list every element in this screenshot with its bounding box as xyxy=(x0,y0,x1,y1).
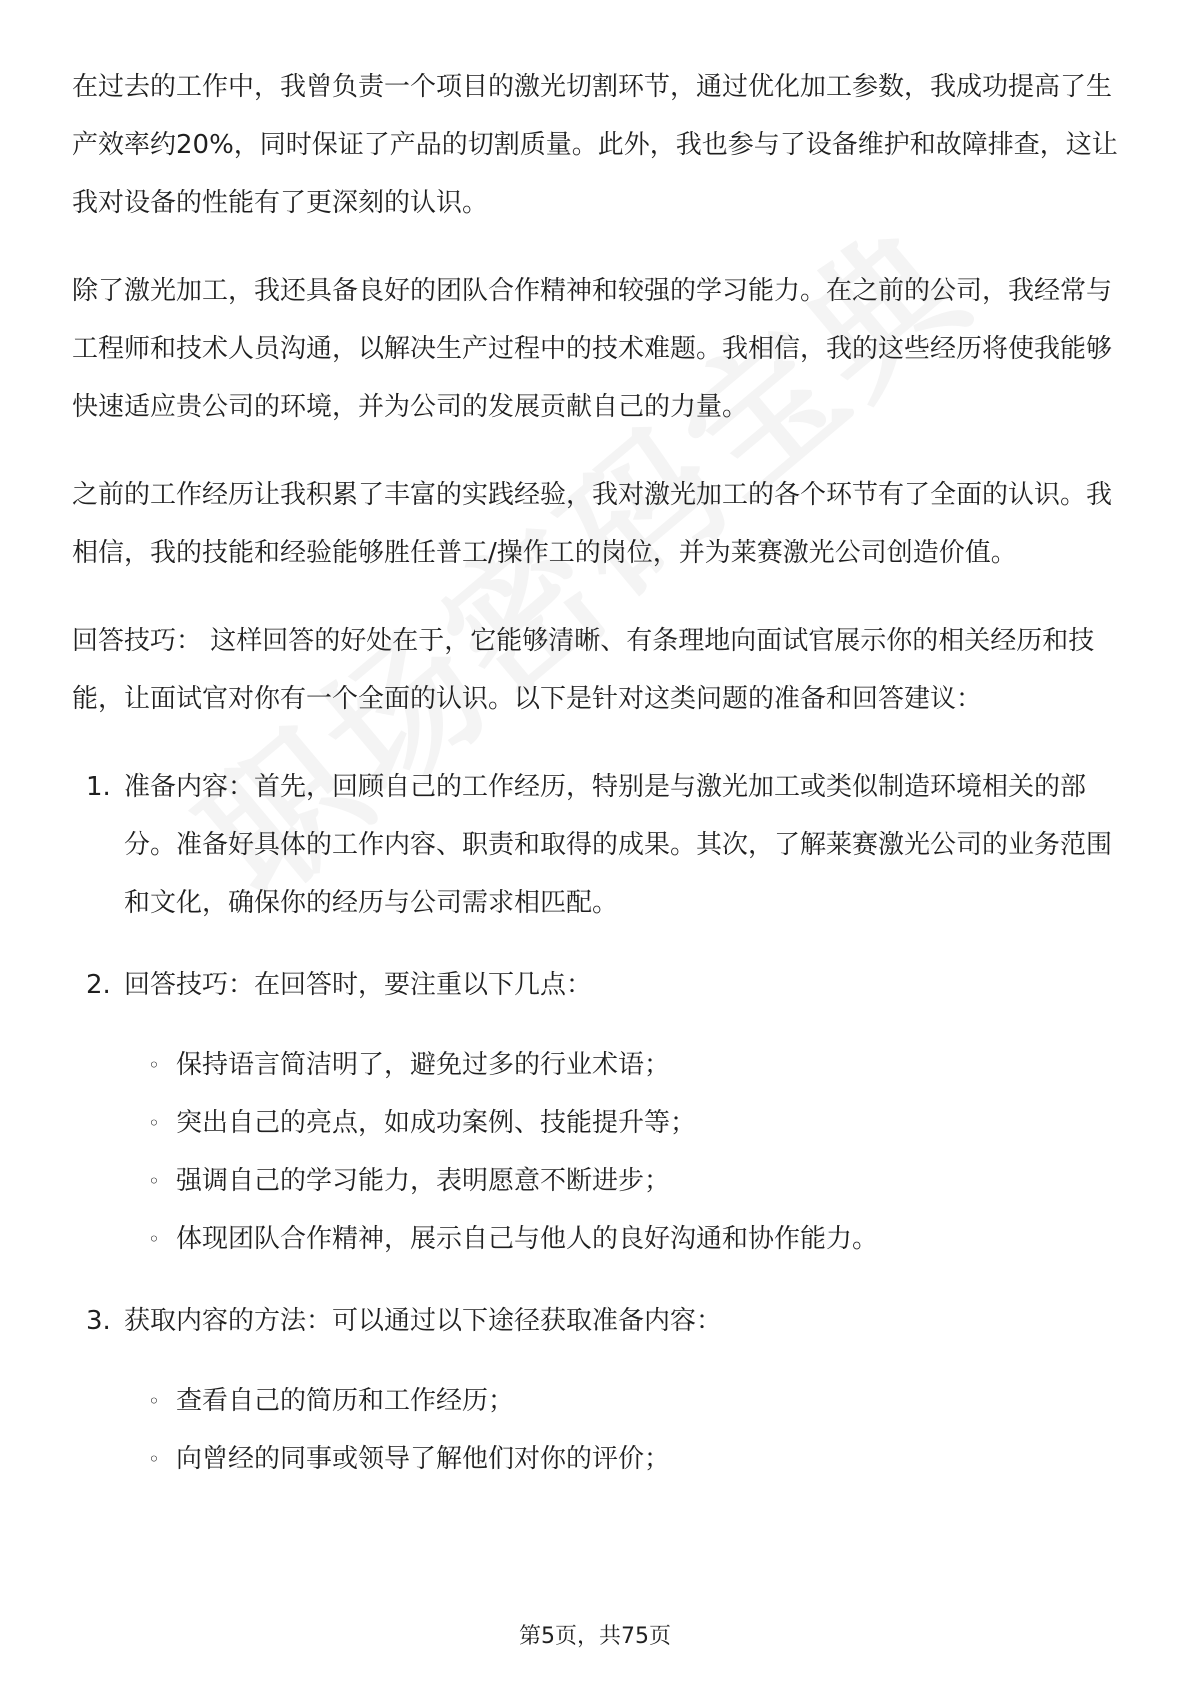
list-item xyxy=(72,758,1122,932)
bullet-icon: ◦ xyxy=(148,1053,160,1077)
list-number: 1. xyxy=(86,772,111,802)
bullet-icon: ◦ xyxy=(148,1227,160,1251)
sub-list-item-text: 体现团队合作精神，展示自己与他人的良好沟通和协作能力。 xyxy=(176,1224,879,1254)
sub-list xyxy=(124,1036,1122,1268)
sub-list-item-text: 保持语言简洁明了，避免过多的行业术语； xyxy=(176,1050,671,1080)
sub-list xyxy=(124,1372,1122,1488)
bullet-icon: ◦ xyxy=(148,1447,160,1471)
document-body xyxy=(72,58,1122,1512)
sub-list-item xyxy=(124,1152,1122,1210)
list-number: 3. xyxy=(86,1306,111,1336)
paragraph: 除了激光加工，我还具备良好的团队合作精神和较强的学习能力。在之前的公司，我经常与工程师和技术人员沟通，以解决生产过程中的技术难题。我相信，我的这些经历将使我能够快速适应贵公司的环境，并为公司的发展贡献自己的力量。 xyxy=(72,276,1113,422)
list-item xyxy=(72,1292,1122,1488)
paragraph: 回答技巧： 这样回答的好处在于，它能够清晰、有条理地向面试官展示你的相关经历和技能，让面试官对你有一个全面的认识。以下是针对这类问题的准备和回答建议： xyxy=(72,626,1095,714)
paragraph: 之前的工作经历让我积累了丰富的实践经验，我对激光加工的各个环节有了全面的认识。我相信，我的技能和经验能够胜任普工/操作工的岗位，并为莱赛激光公司创造价值。 xyxy=(72,480,1113,568)
sub-list-item xyxy=(124,1210,1122,1268)
page-number-footer: 第5页，共75页 xyxy=(519,1624,671,1649)
sub-list-item xyxy=(124,1372,1122,1430)
sub-list-item-text: 向曾经的同事或领导了解他们对你的评价； xyxy=(176,1444,671,1474)
bullet-icon: ◦ xyxy=(148,1169,160,1193)
paragraph: 在过去的工作中，我曾负责一个项目的激光切割环节，通过优化加工参数，我成功提高了生产效率约20%，同时保证了产品的切割质量。此外，我也参与了设备维护和故障排查，这让我对设备的性能有了更深刻的认识。 xyxy=(72,72,1118,218)
list-item-text: 获取内容的方法：可以通过以下途径获取准备内容： xyxy=(124,1306,723,1336)
sub-list-item xyxy=(124,1430,1122,1488)
list-number: 2. xyxy=(86,970,111,1000)
sub-list-item-text: 查看自己的简历和工作经历； xyxy=(176,1386,515,1416)
numbered-list xyxy=(72,758,1122,1488)
sub-list-item xyxy=(124,1036,1122,1094)
sub-list-item-text: 强调自己的学习能力，表明愿意不断进步； xyxy=(176,1166,671,1196)
sub-list-item-text: 突出自己的亮点，如成功案例、技能提升等； xyxy=(176,1108,697,1138)
list-item-text: 回答技巧：在回答时，要注重以下几点： xyxy=(124,970,593,1000)
sub-list-item xyxy=(124,1094,1122,1152)
bullet-icon: ◦ xyxy=(148,1111,160,1135)
bullet-icon: ◦ xyxy=(148,1389,160,1413)
list-item-text: 准备内容：首先，回顾自己的工作经历，特别是与激光加工或类似制造环境相关的部分。准备好具体的工作内容、职责和取得的成果。其次，了解莱赛激光公司的业务范围和文化，确保你的经历与公司需求相匹配。 xyxy=(124,772,1113,918)
list-item xyxy=(72,956,1122,1268)
